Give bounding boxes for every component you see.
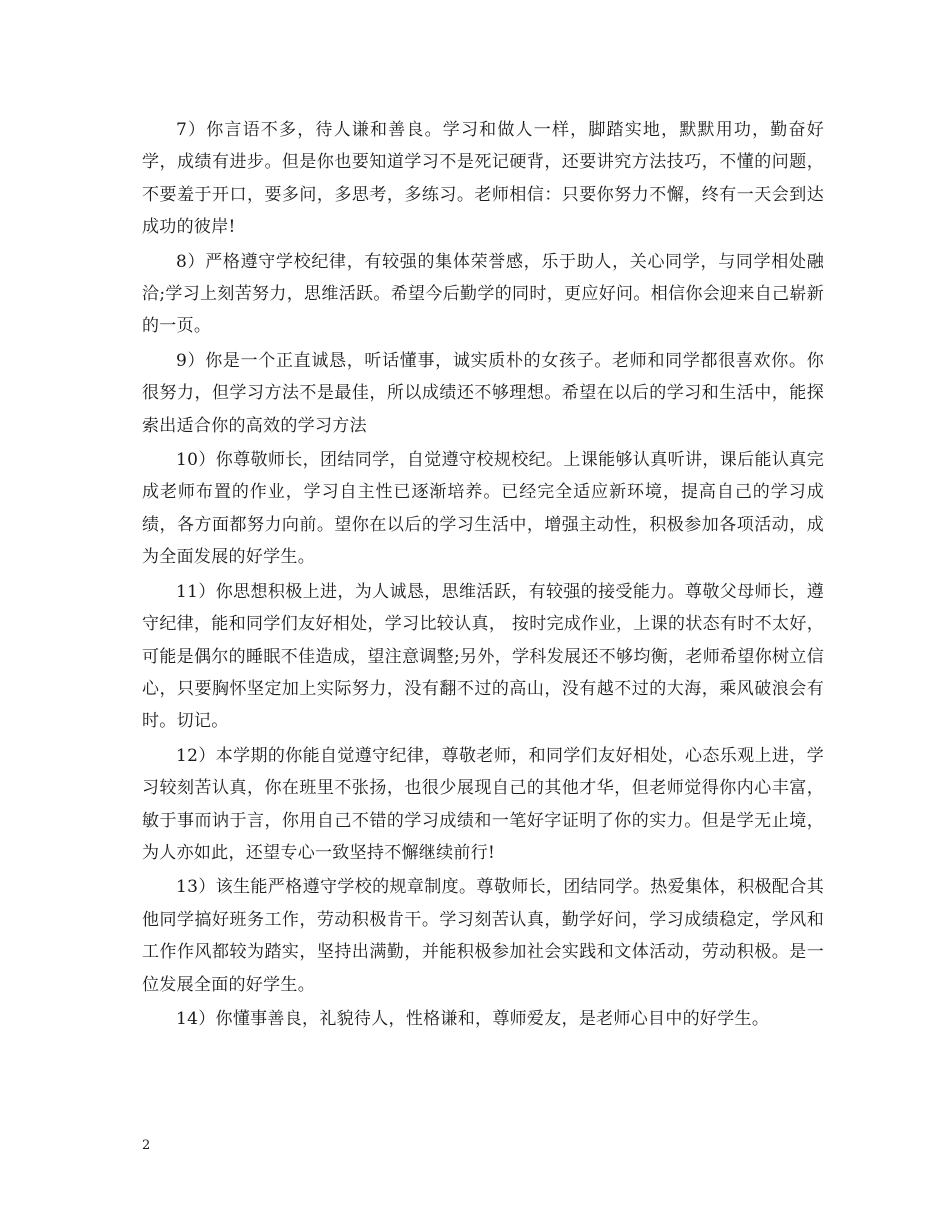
comment-paragraph-8: 8）严格遵守学校纪律，有较强的集体荣誉感，乐于助人，关心同学，与同学相处融洽;学习上刻苦努力，思维活跃。希望今后勤学的同时，更应好问。相信你会迎来自己崭新的一页。 <box>142 251 824 337</box>
comment-paragraph-13: 13）该生能严格遵守学校的规章制度。尊敬师长，团结同学。热爱集体，积极配合其他同学搞好班务工作，劳动积极肯干。学习刻苦认真，勤学好问，学习成绩稳定，学风和工作作风都较为踏实，坚持出满勤，并能积极参加社会实践和文体活动，劳动积极。是一位发展全面的好学生。 <box>142 877 824 995</box>
comment-paragraph-11: 11）你思想积极上进，为人诚恳，思维活跃，有较强的接受能力。尊敬父母师长，遵守纪律，能和同学们友好相处，学习比较认真， 按时完成作业，上课的状态有时不太好，可能是偶尔的睡眠不佳造成，望注意调整;另外，学科发展还不够均衡，老师希望你树立信心，只要胸怀坚定加上实际努力，没有翻不过的高山，没有越不过的大海，乘风破浪会有时。切记。 <box>142 581 824 732</box>
comment-paragraph-10: 10）你尊敬师长，团结同学，自觉遵守校规校纪。上课能够认真听讲，课后能认真完成老师布置的作业，学习自主性已逐渐培养。已经完全适应新环境，提高自己的学习成绩，各方面都努力向前。望你在以后的学习生活中，增强主动性，积极参加各项活动，成为全面发展的好学生。 <box>142 450 824 568</box>
comment-paragraph-12: 12）本学期的你能自觉遵守纪律，尊敬老师，和同学们友好相处，心态乐观上进，学习较刻苦认真，你在班里不张扬，也很少展现自己的其他才华，但老师觉得你内心丰富，敏于事而讷于言，你用自己不错的学习成绩和一笔好字证明了你的实力。但是学无止境，为人亦如此，还望专心一致坚持不懈继续前行! <box>142 745 824 863</box>
page-number: 2 <box>142 1138 151 1153</box>
document-body <box>142 114 824 1037</box>
comment-paragraph-7: 7）你言语不多，待人谦和善良。学习和做人一样，脚踏实地，默默用功，勤奋好学，成绩有进步。但是你也要知道学习不是死记硬背，还要讲究方法技巧，不懂的问题，不要羞于开口，要多问，多思考，多练习。老师相信：只要你努力不懈，终有一天会到达成功的彼岸! <box>142 120 824 238</box>
comment-paragraph-14: 14）你懂事善良，礼貌待人，性格谦和，尊师爱友，是老师心目中的好学生。 <box>176 1008 770 1029</box>
comment-paragraph-9: 9）你是一个正直诚恳，听话懂事，诚实质朴的女孩子。老师和同学都很喜欢你。你很努力，但学习方法不是最佳，所以成绩还不够理想。希望在以后的学习和生活中，能探索出适合你的高效的学习方法 <box>142 350 824 436</box>
